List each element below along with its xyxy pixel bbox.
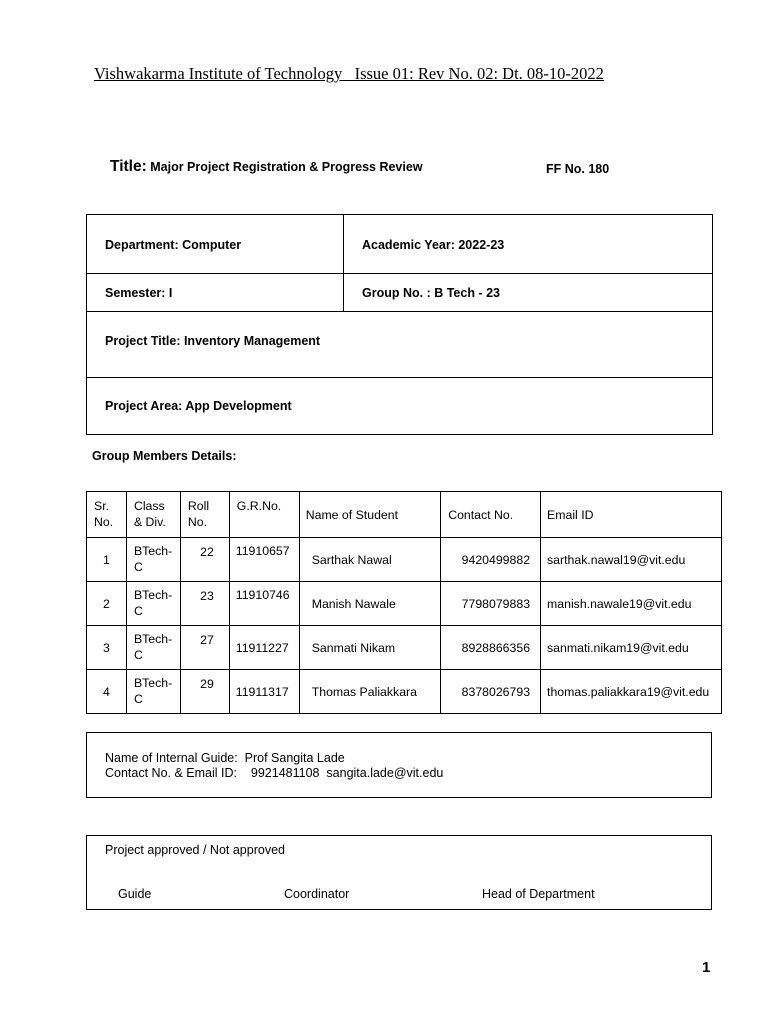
gr-cell: 11910657 — [229, 538, 299, 582]
header-student-name: Name of Student — [299, 492, 440, 538]
table-row — [87, 626, 722, 670]
header-email-id: Email ID — [541, 492, 722, 538]
contact-cell: 8928866356 — [441, 626, 541, 670]
header-contact-no: Contact No. — [441, 492, 541, 538]
guide-signature-label: Guide — [118, 887, 152, 901]
email-cell: sarthak.nawal19@vit.edu — [541, 538, 722, 582]
header-roll-no: Roll No. — [180, 492, 229, 538]
guide-contact: Contact No. & Email ID: 9921481108 sangita.lade@vit.edu — [105, 766, 444, 780]
contact-cell: 7798079883 — [441, 582, 541, 626]
roll-cell: 22 — [180, 538, 229, 582]
document-header: Vishwakarma Institute of Technology Issue 01: Rev No. 02: Dt. 08-10-2022 — [94, 64, 604, 83]
roll-cell: 23 — [180, 582, 229, 626]
divider — [343, 215, 344, 311]
approval-box — [86, 835, 712, 910]
title-label: Title: — [110, 158, 147, 175]
sr-no-cell: 2 — [87, 582, 127, 626]
internal-guide-box — [86, 732, 712, 798]
academic-year-field: Academic Year: 2022-23 — [362, 238, 505, 252]
roll-cell: 27 — [180, 626, 229, 670]
divider — [87, 377, 712, 378]
student-name-cell: Sarthak Nawal — [299, 538, 440, 582]
page-number: 1 — [702, 959, 711, 976]
title-text: Major Project Registration & Progress Review — [150, 160, 423, 174]
approval-status: Project approved / Not approved — [105, 843, 285, 857]
divider — [87, 311, 712, 312]
email-cell: thomas.paliakkara19@vit.edu — [541, 670, 722, 714]
hod-signature-label: Head of Department — [482, 887, 595, 901]
semester-field: Semester: I — [105, 286, 173, 300]
roll-cell: 29 — [180, 670, 229, 714]
coordinator-signature-label: Coordinator — [284, 887, 350, 901]
contact-cell: 9420499882 — [441, 538, 541, 582]
sr-no-cell: 1 — [87, 538, 127, 582]
header-class-div: Class & Div. — [126, 492, 180, 538]
divider — [87, 273, 712, 274]
group-members-table — [86, 491, 722, 714]
group-members-heading: Group Members Details: — [92, 449, 237, 463]
gr-cell: 11910746 — [229, 582, 299, 626]
student-name-cell: Thomas Paliakkara — [299, 670, 440, 714]
department-field: Department: Computer — [105, 238, 242, 252]
contact-cell: 8378026793 — [441, 670, 541, 714]
class-cell: BTech- C — [126, 670, 180, 714]
gr-cell: 11911227 — [229, 626, 299, 670]
header-gr-no: G.R.No. — [229, 492, 299, 538]
form-number: FF No. 180 — [546, 162, 610, 176]
group-number-field: Group No. : B Tech - 23 — [362, 286, 500, 300]
project-area-field: Project Area: App Development — [105, 399, 292, 413]
sr-no-cell: 3 — [87, 626, 127, 670]
header-sr-no: Sr. No. — [87, 492, 127, 538]
project-info-box — [86, 214, 713, 435]
form-title — [110, 158, 423, 176]
class-cell: BTech- C — [126, 626, 180, 670]
sr-no-cell: 4 — [87, 670, 127, 714]
project-title-field: Project Title: Inventory Management — [105, 334, 321, 348]
gr-cell: 11911317 — [229, 670, 299, 714]
email-cell: manish.nawale19@vit.edu — [541, 582, 722, 626]
table-row — [87, 582, 722, 626]
table-header-row — [87, 492, 722, 538]
email-cell: sanmati.nikam19@vit.edu — [541, 626, 722, 670]
table-row — [87, 670, 722, 714]
student-name-cell: Manish Nawale — [299, 582, 440, 626]
guide-name: Name of Internal Guide: Prof Sangita Lade — [105, 751, 345, 765]
class-cell: BTech- C — [126, 582, 180, 626]
class-cell: BTech- C — [126, 538, 180, 582]
table-row — [87, 538, 722, 582]
student-name-cell: Sanmati Nikam — [299, 626, 440, 670]
